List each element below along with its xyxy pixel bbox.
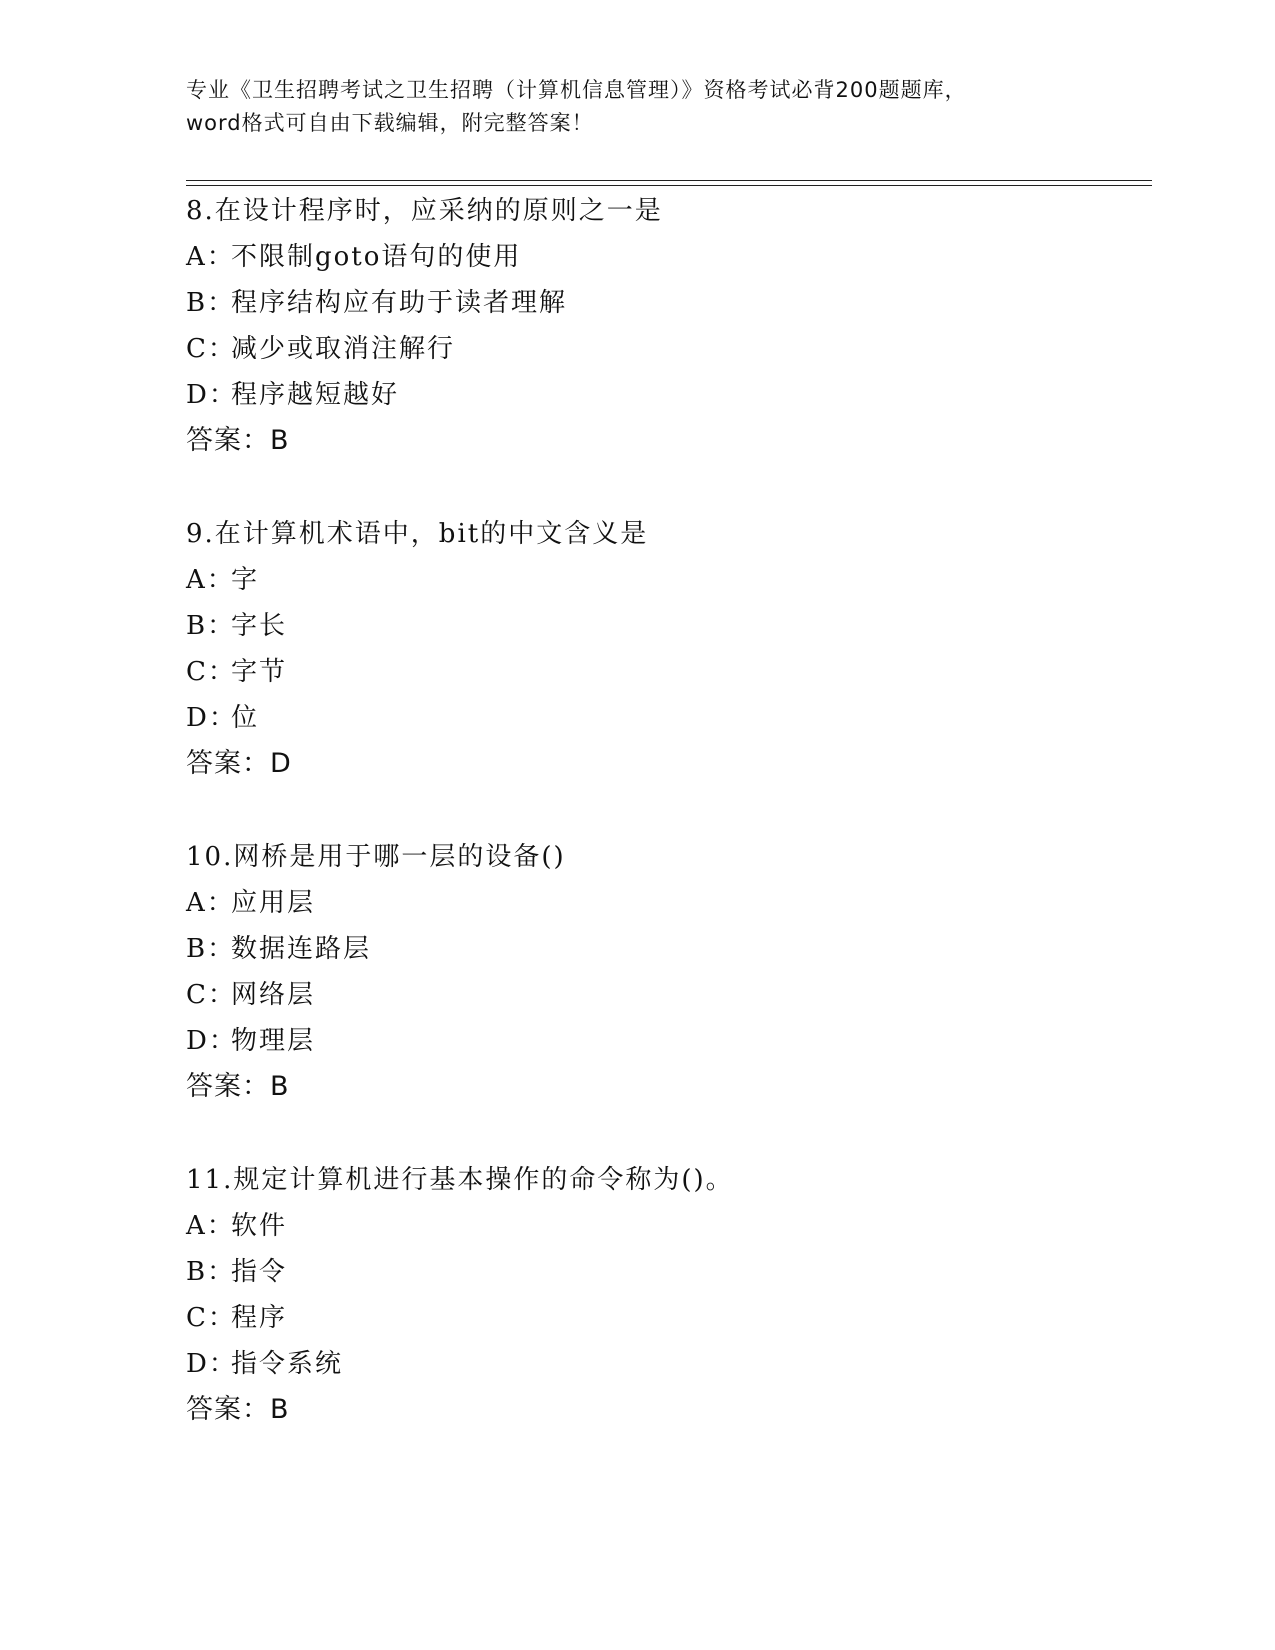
option-label: D：	[186, 380, 237, 410]
header-divider-bottom	[186, 185, 1152, 186]
option-d	[186, 1018, 1146, 1064]
option-text: 软件	[231, 1211, 288, 1241]
answer-text: 答案：B	[186, 1394, 290, 1425]
option-text: 不限制goto语句的使用	[231, 242, 522, 272]
option-text: 减少或取消注解行	[231, 334, 456, 364]
option-label: C：	[186, 334, 236, 364]
option-text: 网络层	[231, 980, 316, 1010]
option-b	[186, 926, 1146, 972]
option-c	[186, 649, 1146, 695]
option-label: A：	[186, 242, 235, 272]
option-label: D：	[186, 1349, 237, 1379]
option-c	[186, 972, 1146, 1018]
question-item	[186, 1157, 1146, 1433]
option-b	[186, 1249, 1146, 1295]
option-text: 程序结构应有助于读者理解	[231, 288, 568, 318]
option-d	[186, 695, 1146, 741]
option-label: B：	[186, 1257, 236, 1287]
option-text: 应用层	[231, 888, 316, 918]
option-text: 物理层	[231, 1026, 316, 1056]
option-label: D：	[186, 703, 237, 733]
option-text: 位	[231, 703, 260, 733]
question-item	[186, 834, 1146, 1110]
question-item	[186, 511, 1146, 787]
option-text: 指令系统	[231, 1349, 344, 1379]
option-a	[186, 1203, 1146, 1249]
question-text: 8.在设计程序时，应采纳的原则之一是	[186, 196, 663, 226]
option-label: D：	[186, 1026, 237, 1056]
answer-text: 答案：B	[186, 1071, 290, 1102]
option-label: A：	[186, 1211, 235, 1241]
option-b	[186, 280, 1146, 326]
option-a	[186, 880, 1146, 926]
header-title-line: 专业《卫生招聘考试之卫生招聘（计算机信息管理）》资格考试必背200题题库，	[186, 78, 967, 102]
option-label: B：	[186, 611, 236, 641]
option-label: C：	[186, 980, 236, 1010]
option-text: 字长	[231, 611, 288, 641]
question-item	[186, 188, 1146, 464]
document-header	[186, 74, 1086, 140]
option-label: A：	[186, 888, 235, 918]
header-divider-top	[186, 180, 1152, 181]
option-c	[186, 326, 1146, 372]
option-label: A：	[186, 565, 235, 595]
header-subtitle-line: word格式可自由下载编辑，附完整答案！	[186, 111, 594, 135]
option-text: 字节	[231, 657, 288, 687]
option-text: 程序越短越好	[231, 380, 400, 410]
option-text: 指令	[231, 1257, 288, 1287]
answer-text: 答案：D	[186, 748, 292, 779]
option-c	[186, 1295, 1146, 1341]
option-b	[186, 603, 1146, 649]
option-label: B：	[186, 288, 236, 318]
option-a	[186, 557, 1146, 603]
option-d	[186, 372, 1146, 418]
option-d	[186, 1341, 1146, 1387]
option-text: 程序	[231, 1303, 288, 1333]
question-text: 9.在计算机术语中，bit的中文含义是	[186, 519, 649, 549]
option-label: C：	[186, 657, 236, 687]
option-text: 数据连路层	[231, 934, 372, 964]
option-label: C：	[186, 1303, 236, 1333]
answer-text: 答案：B	[186, 425, 290, 456]
option-a	[186, 234, 1146, 280]
question-text: 11.规定计算机进行基本操作的命令称为()。	[186, 1165, 734, 1195]
option-text: 字	[231, 565, 260, 595]
question-list	[186, 188, 1146, 1480]
option-label: B：	[186, 934, 236, 964]
question-text: 10.网桥是用于哪一层的设备()	[186, 842, 566, 872]
